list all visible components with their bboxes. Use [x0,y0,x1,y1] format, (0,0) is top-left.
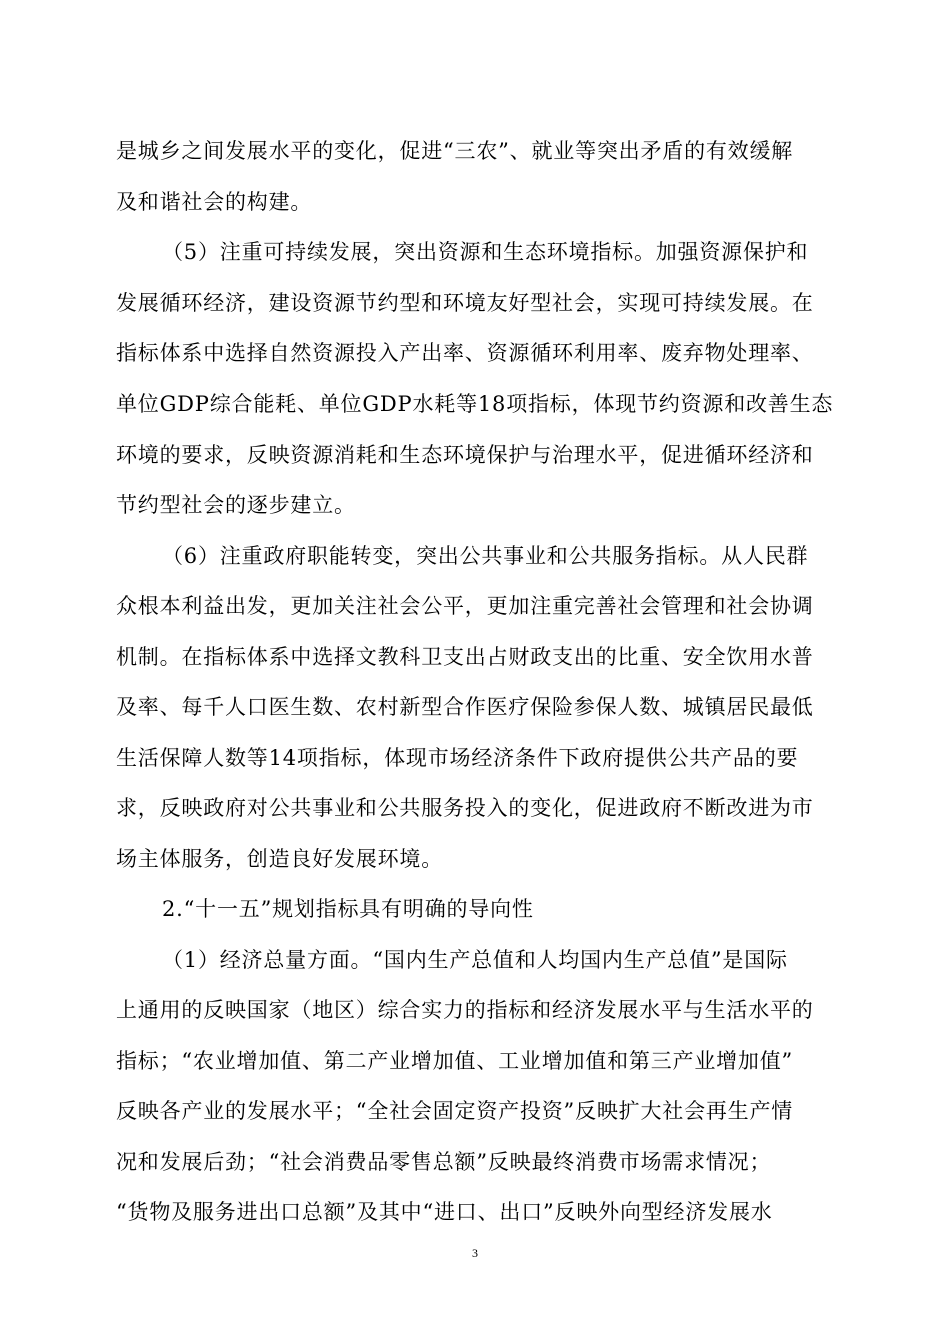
text-line: 场主体服务，创造良好发展环境。 [116,847,443,871]
text-line: 指标体系中选择自然资源投入产出率、资源循环利用率、废弃物处理率、 [116,341,814,365]
text-line: 众根本利益出发，更加关注社会公平，更加注重完善社会管理和社会协调 [116,594,814,618]
text-line: 机制。在指标体系中选择文教科卫支出占财政支出的比重、安全饮用水普 [116,645,814,669]
text-line: 发展循环经济，建设资源节约型和环境友好型社会，实现可持续发展。在 [116,291,814,315]
paragraph-start-line: （1）经济总量方面。“国内生产总值和人均国内生产总值”是国际 [162,948,788,972]
text-line: 节约型社会的逐步建立。 [116,493,356,517]
text-line: 及率、每千人口医生数、农村新型合作医疗保险参保人数、城镇居民最低 [116,695,814,719]
text-line: 上通用的反映国家（地区）综合实力的指标和经济发展水平与生活水平的 [116,998,814,1022]
text-line: 指标；“农业增加值、第二产业增加值、工业增加值和第三产业增加值” [116,1049,794,1073]
paragraph-start-line: （5）注重可持续发展，突出资源和生态环境指标。加强资源保护和 [162,240,809,264]
text-line: 是城乡之间发展水平的变化，促进“三农”、就业等突出矛盾的有效缓解 [116,139,794,163]
text-line: 反映各产业的发展水平；“全社会固定资产投资”反映扩大社会再生产情 [116,1099,794,1123]
text-line: 求，反映政府对公共事业和公共服务投入的变化，促进政府不断改进为市 [116,796,814,820]
page-number: 3 [472,1246,478,1260]
text-line: 生活保障人数等14项指标，体现市场经济条件下政府提供公共产品的要 [116,746,799,770]
text-line: 环境的要求，反映资源消耗和生态环境保护与治理水平，促进循环经济和 [116,443,814,467]
paragraph-start-line: （6）注重政府职能转变，突出公共事业和公共服务指标。从人民群 [162,544,809,568]
text-line: 及和谐社会的构建。 [116,190,313,214]
text-line: 况和发展后劲；“社会消费品零售总额”反映最终消费市场需求情况； [116,1150,772,1174]
text-line: 单位GDP综合能耗、单位GDP水耗等18项指标，体现节约资源和改善生态 [116,392,834,416]
section-heading: 2.“十一五”规划指标具有明确的导向性 [162,897,534,921]
text-line: “货物及服务进出口总额”及其中“进口、出口”反映外向型经济发展水 [116,1200,773,1224]
